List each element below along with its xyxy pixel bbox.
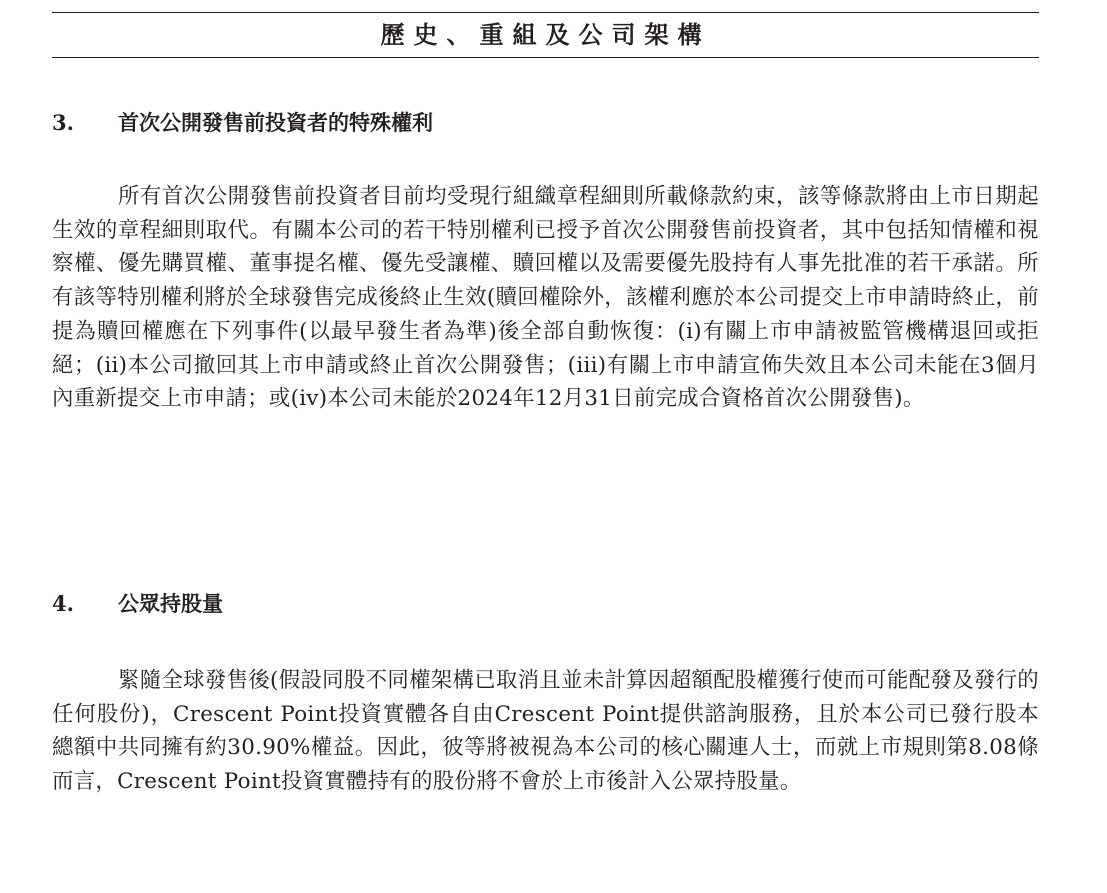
document-page: [52, 0, 1039, 795]
section-3: [52, 108, 1039, 416]
section-3-title: 首次公開發售前投資者的特殊權利: [118, 111, 433, 135]
section-4-heading: [52, 589, 1039, 619]
section-3-heading: [52, 108, 1039, 138]
section-4-title: 公眾持股量: [118, 592, 223, 616]
page-header: [52, 12, 1039, 58]
section-3-paragraph: 所有首次公開發售前投資者目前均受現行組織章程細則所載條款約束，該等條款將由上市日期起生效的章程細則取代。有關本公司的若干特別權利已授予首次公開發售前投資者，其中包括知情權和視察權、優先購買權、董事提名權、優先受讓權、贖回權以及需要優先股持有人事先批准的若干承諾。所有該等特別權利將於全球發售完成後終止生效(贖回權除外，該權利應於本公司提交上市申請時終止，前提為贖回權應在下列事件(以最早發生者為準)後全部自動恢復：(i)有關上市申請被監管機構退回或拒絕；(ii)本公司撤回其上市申請或終止首次公開發售；(iii)有關上市申請宣佈失效且本公司未能在3個月內重新提交上市申請；或(iv)本公司未能於2024年12月31日前完成合資格首次公開發售)。: [52, 184, 1039, 412]
section-4: [52, 589, 1039, 799]
section-4-number: 4.: [52, 591, 74, 616]
section-4-paragraph: 緊隨全球發售後(假設同股不同權架構已取消且並未計算因超額配股權獲行使而可能配發及發行的任何股份)，Crescent Point投資實體各自由Crescent Point提供諮詢服務，且於本公司已發行股本總額中共同擁有約30.90%權益。因此，彼等將被視為本公司的核心關連人士，而就上市規則第8.08條而言，Crescent Point投資實體持有的股份將不會於上市後計入公眾持股量。: [52, 668, 1039, 795]
section-3-number: 3.: [52, 110, 74, 135]
page-header-title: 歷史、重組及公司架構: [380, 21, 711, 49]
